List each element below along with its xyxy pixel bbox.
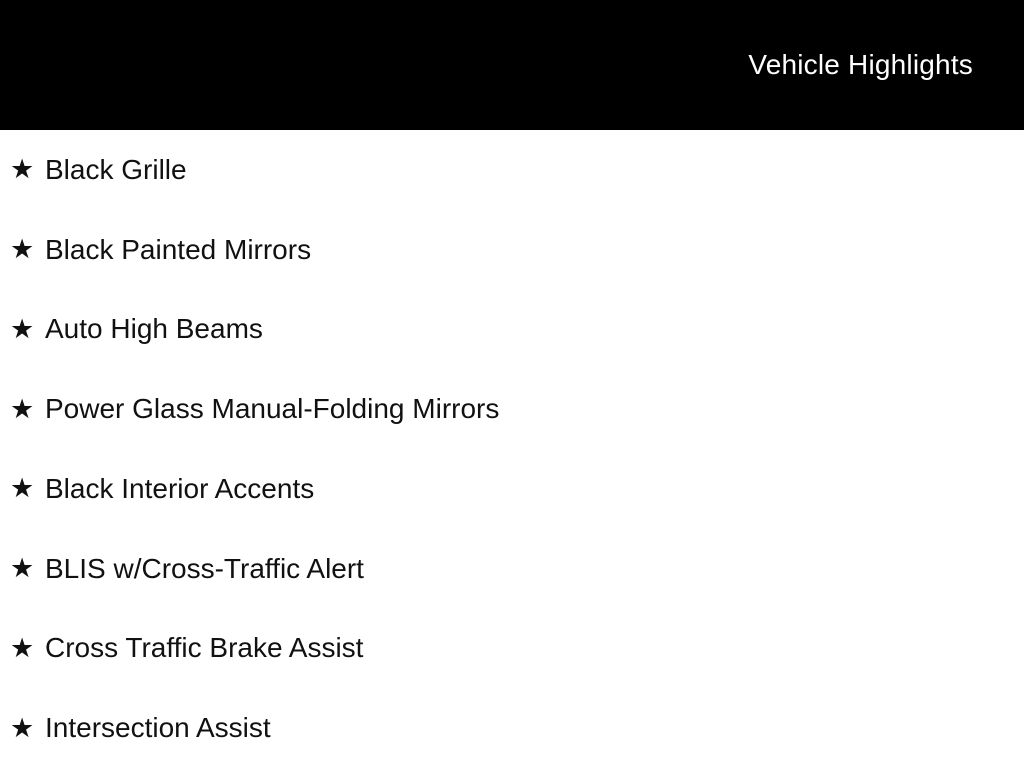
list-item xyxy=(10,210,1014,290)
star-icon: ★ xyxy=(10,632,35,663)
list-item-label: Cross Traffic Brake Assist xyxy=(45,632,364,664)
list-item xyxy=(10,290,1014,370)
page-title: Vehicle Highlights xyxy=(748,49,973,80)
list-item-label: Power Glass Manual-Folding Mirrors xyxy=(45,393,500,425)
list-item-label: Black Grille xyxy=(45,153,187,185)
list-item xyxy=(10,529,1014,609)
list-item-label: BLIS w/Cross-Traffic Alert xyxy=(45,552,364,584)
list-item xyxy=(10,449,1014,529)
list-item-label: Black Painted Mirrors xyxy=(45,233,312,265)
list-item xyxy=(10,609,1014,689)
list-item xyxy=(10,688,1014,768)
star-icon: ★ xyxy=(10,393,35,424)
header-bar xyxy=(0,0,1024,130)
list-item xyxy=(10,130,1014,210)
star-icon: ★ xyxy=(10,712,35,743)
star-icon: ★ xyxy=(10,553,35,584)
list-item xyxy=(10,369,1014,449)
star-icon: ★ xyxy=(10,473,35,504)
star-icon: ★ xyxy=(10,313,35,344)
star-icon: ★ xyxy=(10,154,35,185)
list-item-label: Black Interior Accents xyxy=(45,472,315,504)
list-item-label: Auto High Beams xyxy=(45,313,263,345)
star-icon: ★ xyxy=(10,234,35,265)
highlights-list xyxy=(0,130,1024,768)
list-item-label: Intersection Assist xyxy=(45,712,271,744)
